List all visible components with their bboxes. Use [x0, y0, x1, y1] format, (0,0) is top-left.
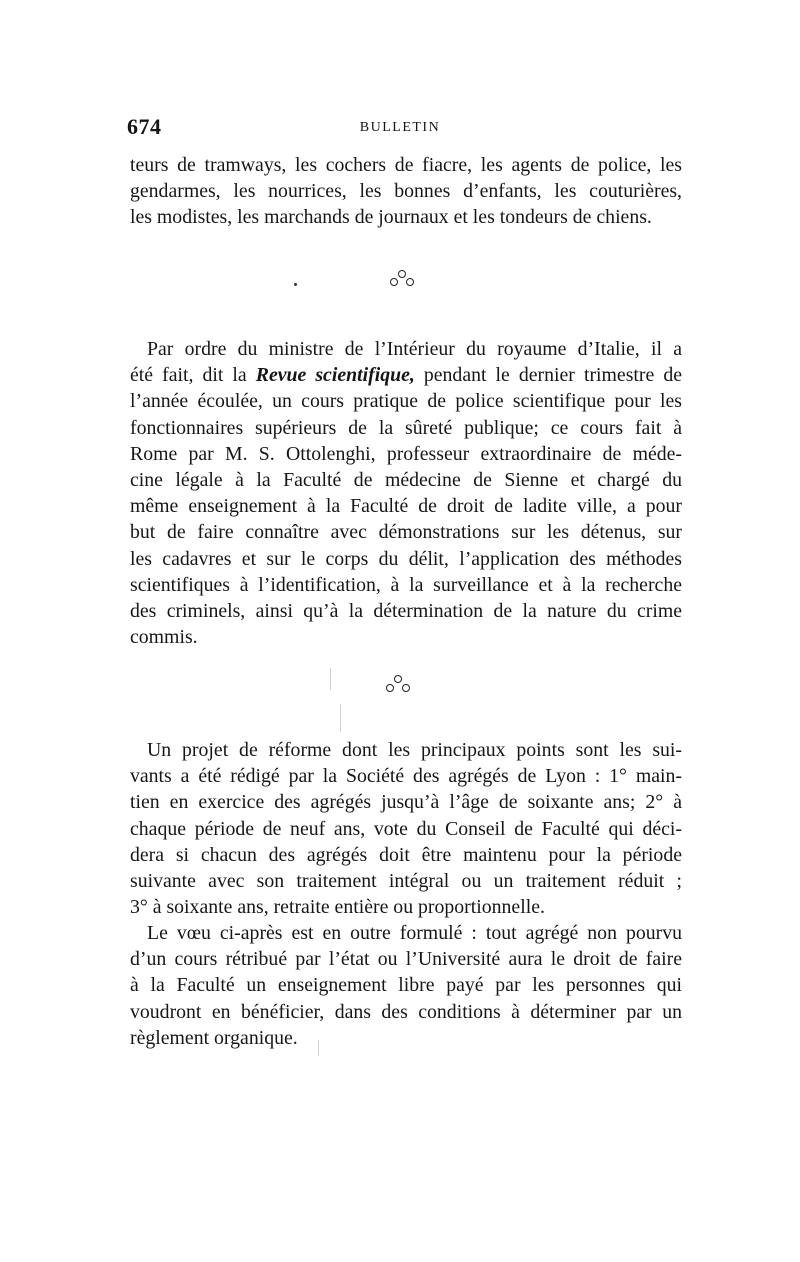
text-line: Par ordre du ministre de l’Intérieur du royaume d’Italie, il a [147, 338, 682, 360]
text-segment: pendant le dernier trimestre de [423, 364, 682, 387]
section-separator [384, 675, 414, 695]
paragraph [130, 737, 682, 920]
separator-dot [402, 684, 410, 692]
text-line: dera si chacun des agrégés doit être maintenu pour la période [130, 843, 682, 866]
journal-title: Revue scientifique, [255, 364, 415, 387]
text-line: fonctionnaires supérieurs de la sûreté publique; ce cours fait à [130, 416, 682, 439]
text-line: les cadavres et sur le corps du délit, l’application des méthodes [130, 547, 682, 570]
text-line: Rome par M. S. Ottolenghi, professeur extraordinaire de méde- [130, 442, 682, 465]
text-line: but de faire connaître avec démonstrations sur les détenus, sur [130, 521, 682, 544]
separator-dot [394, 675, 402, 683]
text-line: cine légale à la Faculté de médecine de Sienne et chargé du [130, 469, 682, 492]
text-line: d’un cours rétribué par l’état ou l’Université aura le droit de faire [130, 948, 682, 971]
text-line: Un projet de réforme dont les principaux points sont les sui- [147, 739, 682, 761]
text-line: 3° à soixante ans, retraite entière ou proportionnelle. [130, 896, 545, 919]
text-segment: été fait, dit la [130, 364, 247, 387]
text-line: des criminels, ainsi qu’à la détermination de la nature du crime [130, 600, 682, 623]
separator-dot [390, 278, 398, 286]
text-line: tien en exercice des agrégés jusqu’à l’âge de soixante ans; 2° à [130, 791, 682, 814]
text-line: chaque période de neuf ans, vote du Conseil de Faculté qui déci- [130, 817, 682, 840]
text-line: commis. [130, 626, 198, 649]
text-line: les modistes, les marchands de journaux et les tondeurs de chiens. [130, 206, 652, 229]
text-line: scientifiques à l’identification, à la surveillance et à la recherche [130, 573, 682, 596]
paragraph [130, 152, 682, 231]
paper-mark [330, 668, 331, 690]
text-line: voudront en bénéficier, dans des conditions à déterminer par un [130, 1000, 682, 1023]
paper-mark [318, 1040, 319, 1056]
text-line [130, 362, 682, 388]
text-line: gendarmes, les nourrices, les bonnes d’enfants, les couturières, [130, 180, 682, 203]
section-separator [390, 270, 420, 290]
separator-dot [398, 270, 406, 278]
text-line: teurs de tramways, les cochers de fiacre, les agents de police, les [130, 154, 682, 176]
text-line: l’année écoulée, un cours pratique de police scientifique pour les [130, 390, 682, 413]
text-line: vants a été rédigé par la Société des agrégés de Lyon : 1° main- [130, 765, 682, 788]
text-line: Le vœu ci-après est en outre formulé : tout agrégé non pourvu [147, 922, 682, 944]
running-head: BULLETIN [359, 120, 441, 135]
page-number: 674 [127, 114, 162, 139]
text-line: suivante avec son traitement intégral ou un traitement réduit ; [130, 870, 682, 893]
paragraph [130, 920, 682, 1051]
separator-dot [386, 684, 394, 692]
text-line: même enseignement à la Faculté de droit de ladite ville, a pour [130, 495, 682, 518]
paper-mark [340, 704, 341, 732]
separator-dot [406, 278, 414, 286]
text-line: à la Faculté un enseignement libre payé par les personnes qui [130, 974, 682, 997]
text-line: règlement organique. [130, 1026, 298, 1049]
paragraph [130, 336, 682, 650]
ink-speck [294, 283, 297, 286]
